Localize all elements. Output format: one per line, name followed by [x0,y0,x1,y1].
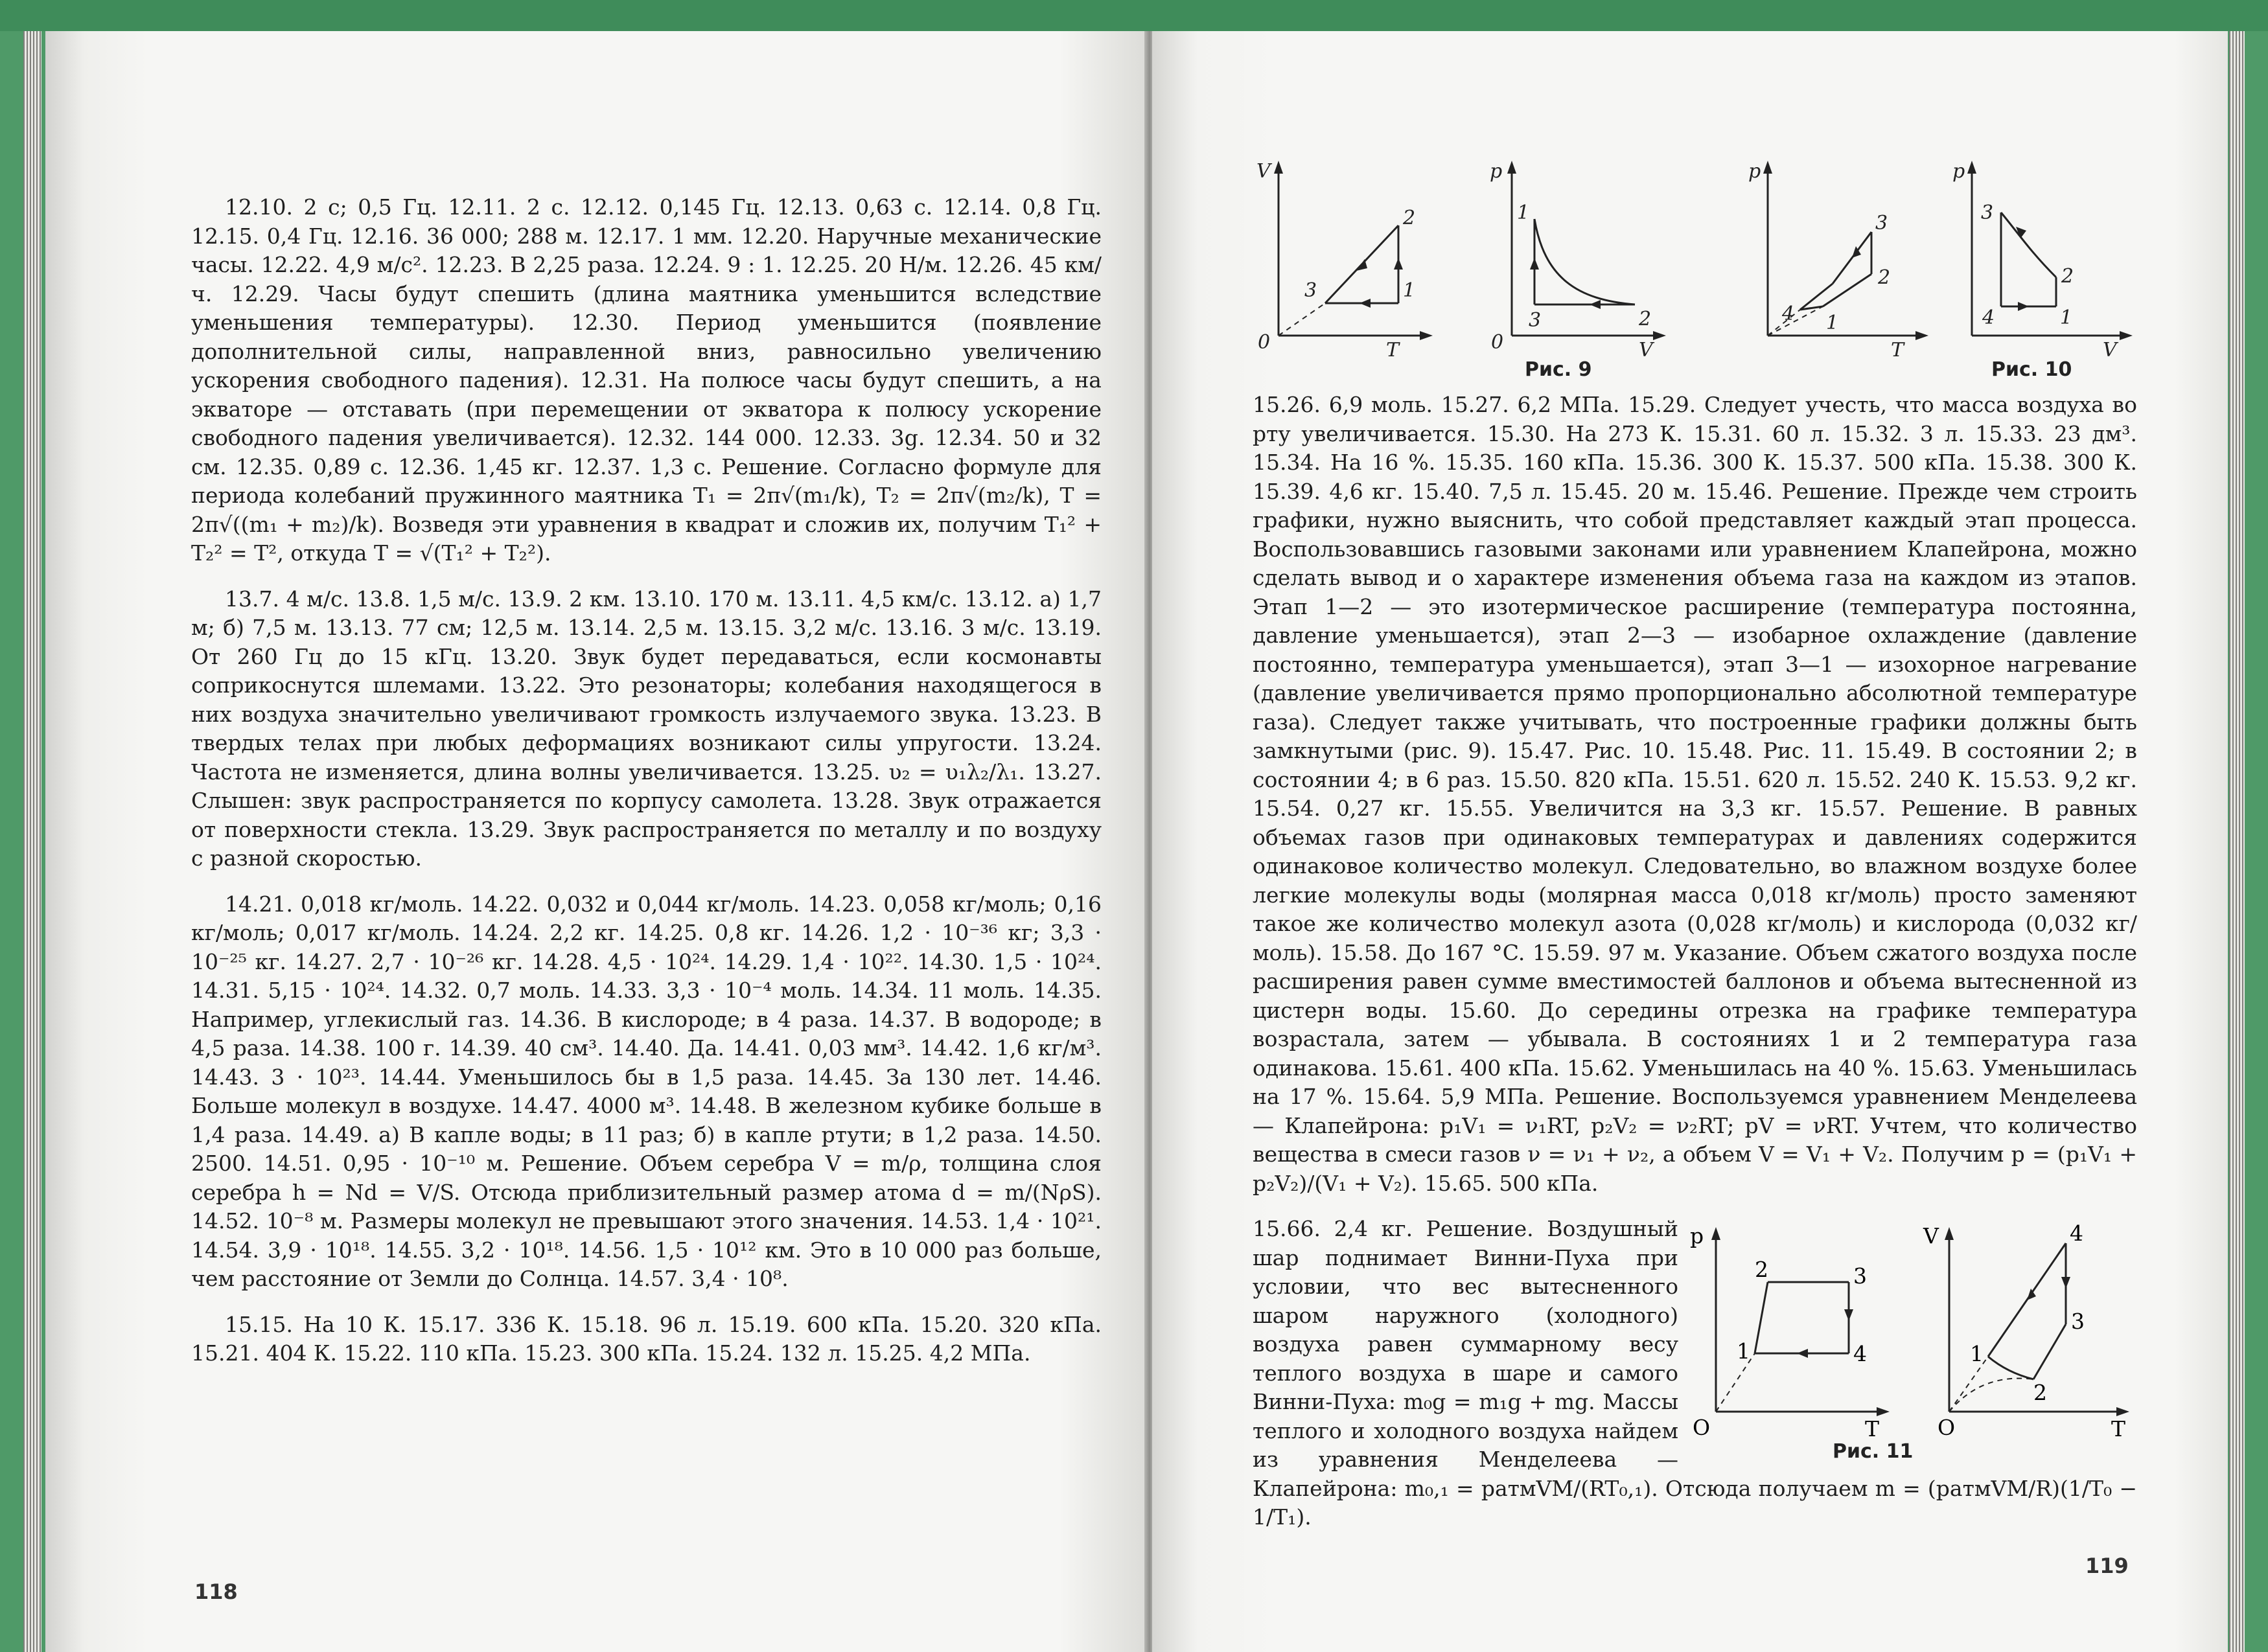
answers-section-13: 13.7. 4 м/с. 13.8. 1,5 м/с. 13.9. 2 км. 13.10. 170 м. 13.11. 4,5 км/с. 13.12. а) 1,7 м; б) 7,5 м. 13.13. 77 см; 12,5 м. 13.14. 2,5 м. 13.15. 3,2 м/с. 13.16. 3 м/с. 13.19. От 260 Гц до 15 кГц. 13.20. Звук будет передаваться, если космонавты соприкоснутся шлемами. 13.22. Это резонаторы; колебания находящегося в них воздуха значительно увеличивают громкость излучаемого звука. 13.23. В твердых телах при любых деформациях возникают силы упругости. 13.24. Частота не изменяется, длина волны увеличивается. 13.25. υ₂ = υ₁λ₂/λ₁. 13.27. Слышен: звук распространяется по корпусу самолета. 13.28. Звук отражается от поверхности стекла. 13.29. Звук распространяется по металлу и по воздуху с разной скоростью. [191,586,1102,871]
fig11b-label-4: 4 [2070,1221,2083,1246]
fig11-block [1690,1217,2137,1463]
fig9b-label-2: 2 [1639,308,1652,330]
fig11b-label-2: 2 [2033,1380,2047,1405]
fig9a-label-2: 2 [1403,207,1416,229]
right-page [1152,31,2228,1652]
fig9a-origin: 0 [1258,331,1271,354]
fig10a-label-3: 3 [1875,212,1888,235]
fig10a-label-1: 1 [1826,312,1839,334]
fig10a-label-4: 4 [1782,303,1795,325]
fig10b-label-4: 4 [1982,306,1995,329]
left-page-number: 118 [194,1579,238,1604]
left-page-text [191,193,1102,1368]
fig11b-y-axis: V [1923,1223,1939,1248]
left-page [45,31,1147,1652]
answers-section-14: 14.21. 0,018 кг/моль. 14.22. 0,032 и 0,044 кг/моль. 14.23. 0,058 кг/моль; 0,16 кг/моль; 0,017 кг/моль. 14.24. 2,2 кг. 14.25. 0,8 кг. 14.26. 1,2 · 10⁻³⁶ кг; 3,3 · 10⁻²⁵ кг. 14.27. 2,7 · 10⁻²⁶ кг. 14.28. 4,5 · 10²⁴. 14.29. 1,4 · 10²². 14.30. 1,5 · 10²⁴. 14.31. 5,15 · 10²⁴. 14.32. 0,7 моль. 14.33. 3,3 · 10⁻⁴ моль. 14.34. 11 моль. 14.35. Например, углекислый газ. 14.36. В кислороде; в 4 раза. 14.37. В водороде; в 4,5 раза. 14.38. 100 г. 14.39. 40 см³. 14.40. Да. 14.41. 0,03 мм³. 14.42. 1,6 кг/м³. 14.43. 3 · 10²³. 14.44. Уменьшилось бы в 1,5 раза. 14.45. За 130 лет. 14.46. Больше молекул в воздухе. 14.47. 4000 м³. 14.48. В железном кубике больше в 1,4 раза. 14.49. а) В капле воды; в 11 раз; б) в капле ртути; в 1,2 раза. 14.50. 2500. 14.51. 0,95 · 10⁻¹⁰ м. Решение. Объем серебра V = m/ρ, толщина слоя серебра h = Nd = V/S. Отсюда приблизительный размер атома d = m/(NρS). 14.52. 10⁻⁸ м. Размеры молекул не превышают этого значения. 14.53. 1,4 · 10²¹. 14.54. 3,9 · 10¹⁸. 14.55. 3,2 · 10¹⁸. 14.56. 1,5 · 10¹² км. Это в 10 000 раз больше, чем расстояние от Земли до Солнца. 14.57. 3,4 · 10⁸. [191,891,1102,1291]
fig9-vt-graph [1253,154,1434,361]
fig11a-y-axis: p [1690,1223,1704,1248]
fig11b-x-axis: T [2111,1416,2126,1441]
fig9b-label-1: 1 [1517,201,1530,224]
fig9b-label-3: 3 [1529,309,1542,332]
fig11a-x-axis: T [1865,1416,1880,1441]
fig11a-label-3: 3 [1853,1263,1867,1289]
fig10-caption: Рис. 10 [1991,358,2072,381]
fig10-pt-graph [1748,154,1930,361]
fig11a-label-1: 1 [1737,1338,1750,1364]
fig9a-label-3: 3 [1304,279,1317,302]
fig11b-label-3: 3 [2071,1309,2085,1334]
fig9b-x-axis: V [1639,339,1653,361]
book-edge-top [0,0,2268,31]
fig10b-x-axis: V [2103,339,2117,361]
fig9b-origin: 0 [1491,331,1504,354]
fig10b-label-3: 3 [1981,201,1994,224]
fig9-pv-graph [1486,154,1667,361]
answers-section-15: 15.26. 6,9 моль. 15.27. 6,2 МПа. 15.29. Следует учесть, что масса воздуха во рту увеличивается. 15.30. На 273 К. 15.31. 60 л. 15.32. 3 л. 15.33. 23 дм³. 15.34. На 16 %. 15.35. 160 кПа. 15.36. 300 К. 15.37. 500 кПа. 15.38. 300 К. 15.39. 4,6 кг. 15.40. 7,5 л. 15.45. 20 м. 15.46. Решение. Прежде чем строить графики, нужно выяснить, что собой представляет каждый этап процесса. Воспользовавшись газовыми законами или уравнением Клапейрона, можно сделать вывод и о характере изменения объема газа на каждом из этапов. Этап 1—2 — это изотермическое расширение (температура постоянна, давление уменьшается), этап 2—3 — изобарное охлаждение (давление постоянно, температура уменьшается), этап 3—1 — изохорное нагревание (давление увеличивается прямо пропорционально абсолютной температуре газа). Следует также учитывать, что построенные графики должны быть замкнутыми (рис. 9). 15.47. Рис. 10. 15.48. Рис. 11. 15.49. В состоянии 2; в состоянии 4; в 6 раз. 15.50. 820 кПа. 15.51. 620 л. 15.52. 240 К. 15.53. 9,2 кг. 15.54. 0,27 кг. 15.55. Увеличится на 3,3 кг. 15.57. Решение. В равных объемах газов при одинаковых температурах и давлениях содержится одинаковое количество молекул. Следовательно, во влажном воздухе более легкие молекулы воды (молярная масса 0,018 кг/моль) просто заменяют такое же количество молекул азота (0,028 кг/моль) и кислорода (0,032 кг/моль). 15.58. До 167 °C. 15.59. 97 м. Указание. Объем сжатого воздуха после расширения равен сумме вместимостей баллонов и объема вытесненной из цистерн воды. 15.60. До середины отрезка на графике температура возрастала, затем — убывала. В состояниях 1 и 2 температура газа одинакова. 15.61. 400 кПа. 15.62. Уменьшилась на 40 %. 15.63. Уменьшилась на 17 %. 15.64. 5,9 МПа. Решение. Воспользуемся уравнением Менделеева — Клапейрона: p₁V₁ = ν₁RT, p₂V₂ = ν₂RT; pV = νRT. Учтем, что количество вещества в смеси газов ν = ν₁ + ν₂, а объем V = V₁ + V₂. Получим p = (p₁V₁ + p₂V₂)/(V₁ + V₂). 15.65. 500 кПа. [1253,392,2137,1196]
fig11-graphs [1690,1217,2137,1441]
fig11a-label-4: 4 [1853,1341,1867,1366]
figures-row [1253,31,2137,381]
fig11b-label-1: 1 [1970,1341,1984,1366]
fig10a-y-axis: p [1748,160,1761,183]
page-stack-left [23,31,41,1652]
fig10-pv-graph [1952,154,2134,361]
fig10a-x-axis: T [1891,339,1904,361]
fig9a-y-axis: V [1256,160,1271,183]
right-page-number: 119 [2085,1554,2129,1578]
answers-section-15-start: 15.15. На 10 К. 15.17. 336 К. 15.18. 96 л. 15.19. 600 кПа. 15.20. 320 кПа. 15.21. 404 К. 15.22. 110 кПа. 15.23. 300 кПа. 15.24. 132 л. 15.25. 4,2 МПа. [191,1311,1102,1366]
fig11-caption: Рис. 11 [1833,1440,1914,1463]
fig10b-y-axis: p [1952,160,1965,183]
fig10b-label-2: 2 [2061,265,2074,288]
right-page-text [1253,391,2137,1532]
page-stack-right [2229,31,2245,1652]
fig9a-x-axis: T [1386,339,1400,361]
fig11a-label-2: 2 [1755,1257,1768,1282]
answers-section-12: 12.10. 2 с; 0,5 Гц. 12.11. 2 с. 12.12. 0,145 Гц. 12.13. 0,63 с. 12.14. 0,8 Гц. 12.15. 0,4 Гц. 12.16. 36 000; 288 м. 12.17. 1 мм. 12.20. Наручные механические часы. 12.22. 4,9 м/с². 12.23. В 2,25 раза. 12.24. 9 : 1. 12.25. 20 Н/м. 12.26. 45 км/ч. 12.29. Часы будут спешить (длина маятника уменьшится вследствие уменьшения температуры). 12.30. Период уменьшится (появление дополнительной силы, направленной вниз, равносильно увеличению ускорения свободного падения). 12.31. На полюсе часы будут спешить, а на экваторе — отставать (при перемещении от экватора к полюсу ускорение свободного падения увеличивается). 12.32. 144 000. 12.33. 3g. 12.34. 50 и 32 см. 12.35. 0,89 с. 12.36. 1,45 кг. 12.37. 1,3 с. Решение. Согласно формуле для периода колебаний пружинного маятника T₁ = 2π√(m₁/k), T₂ = 2π√(m₂/k), T = 2π√((m₁ + m₂)/k). Возведя эти уравнения в квадрат и сложив их, получим T₁² + T₂² = T², откуда T = √(T₁² + T₂²). [191,194,1102,566]
fig11a-origin: O [1693,1415,1711,1440]
fig9-caption: Рис. 9 [1525,358,1592,381]
answers-15-66: 15.66. 2,4 кг. Решение. Воздушный шар поднимает Винни-Пуха при условии, что вес вытесненного шаром наружного (холодного) воздуха равен суммарному весу теплого воздуха в шаре и самого Винни-Пуха: m₀g = m₁g + mg. Массы теплого и холодного воздуха найдем из уравнения Менделеева — Клапейрона: m₀,₁ = pатмVM/(RT₀,₁). Отсюда получаем m = (pатмVM/R)(1/T₀ − 1/T₁). [1253,1216,2137,1530]
fig11b-origin: O [1938,1415,1956,1440]
fig9a-label-1: 1 [1403,279,1416,302]
fig9b-y-axis: p [1490,160,1503,183]
fig10a-label-2: 2 [1878,266,1891,289]
fig10b-label-1: 1 [2060,306,2073,329]
